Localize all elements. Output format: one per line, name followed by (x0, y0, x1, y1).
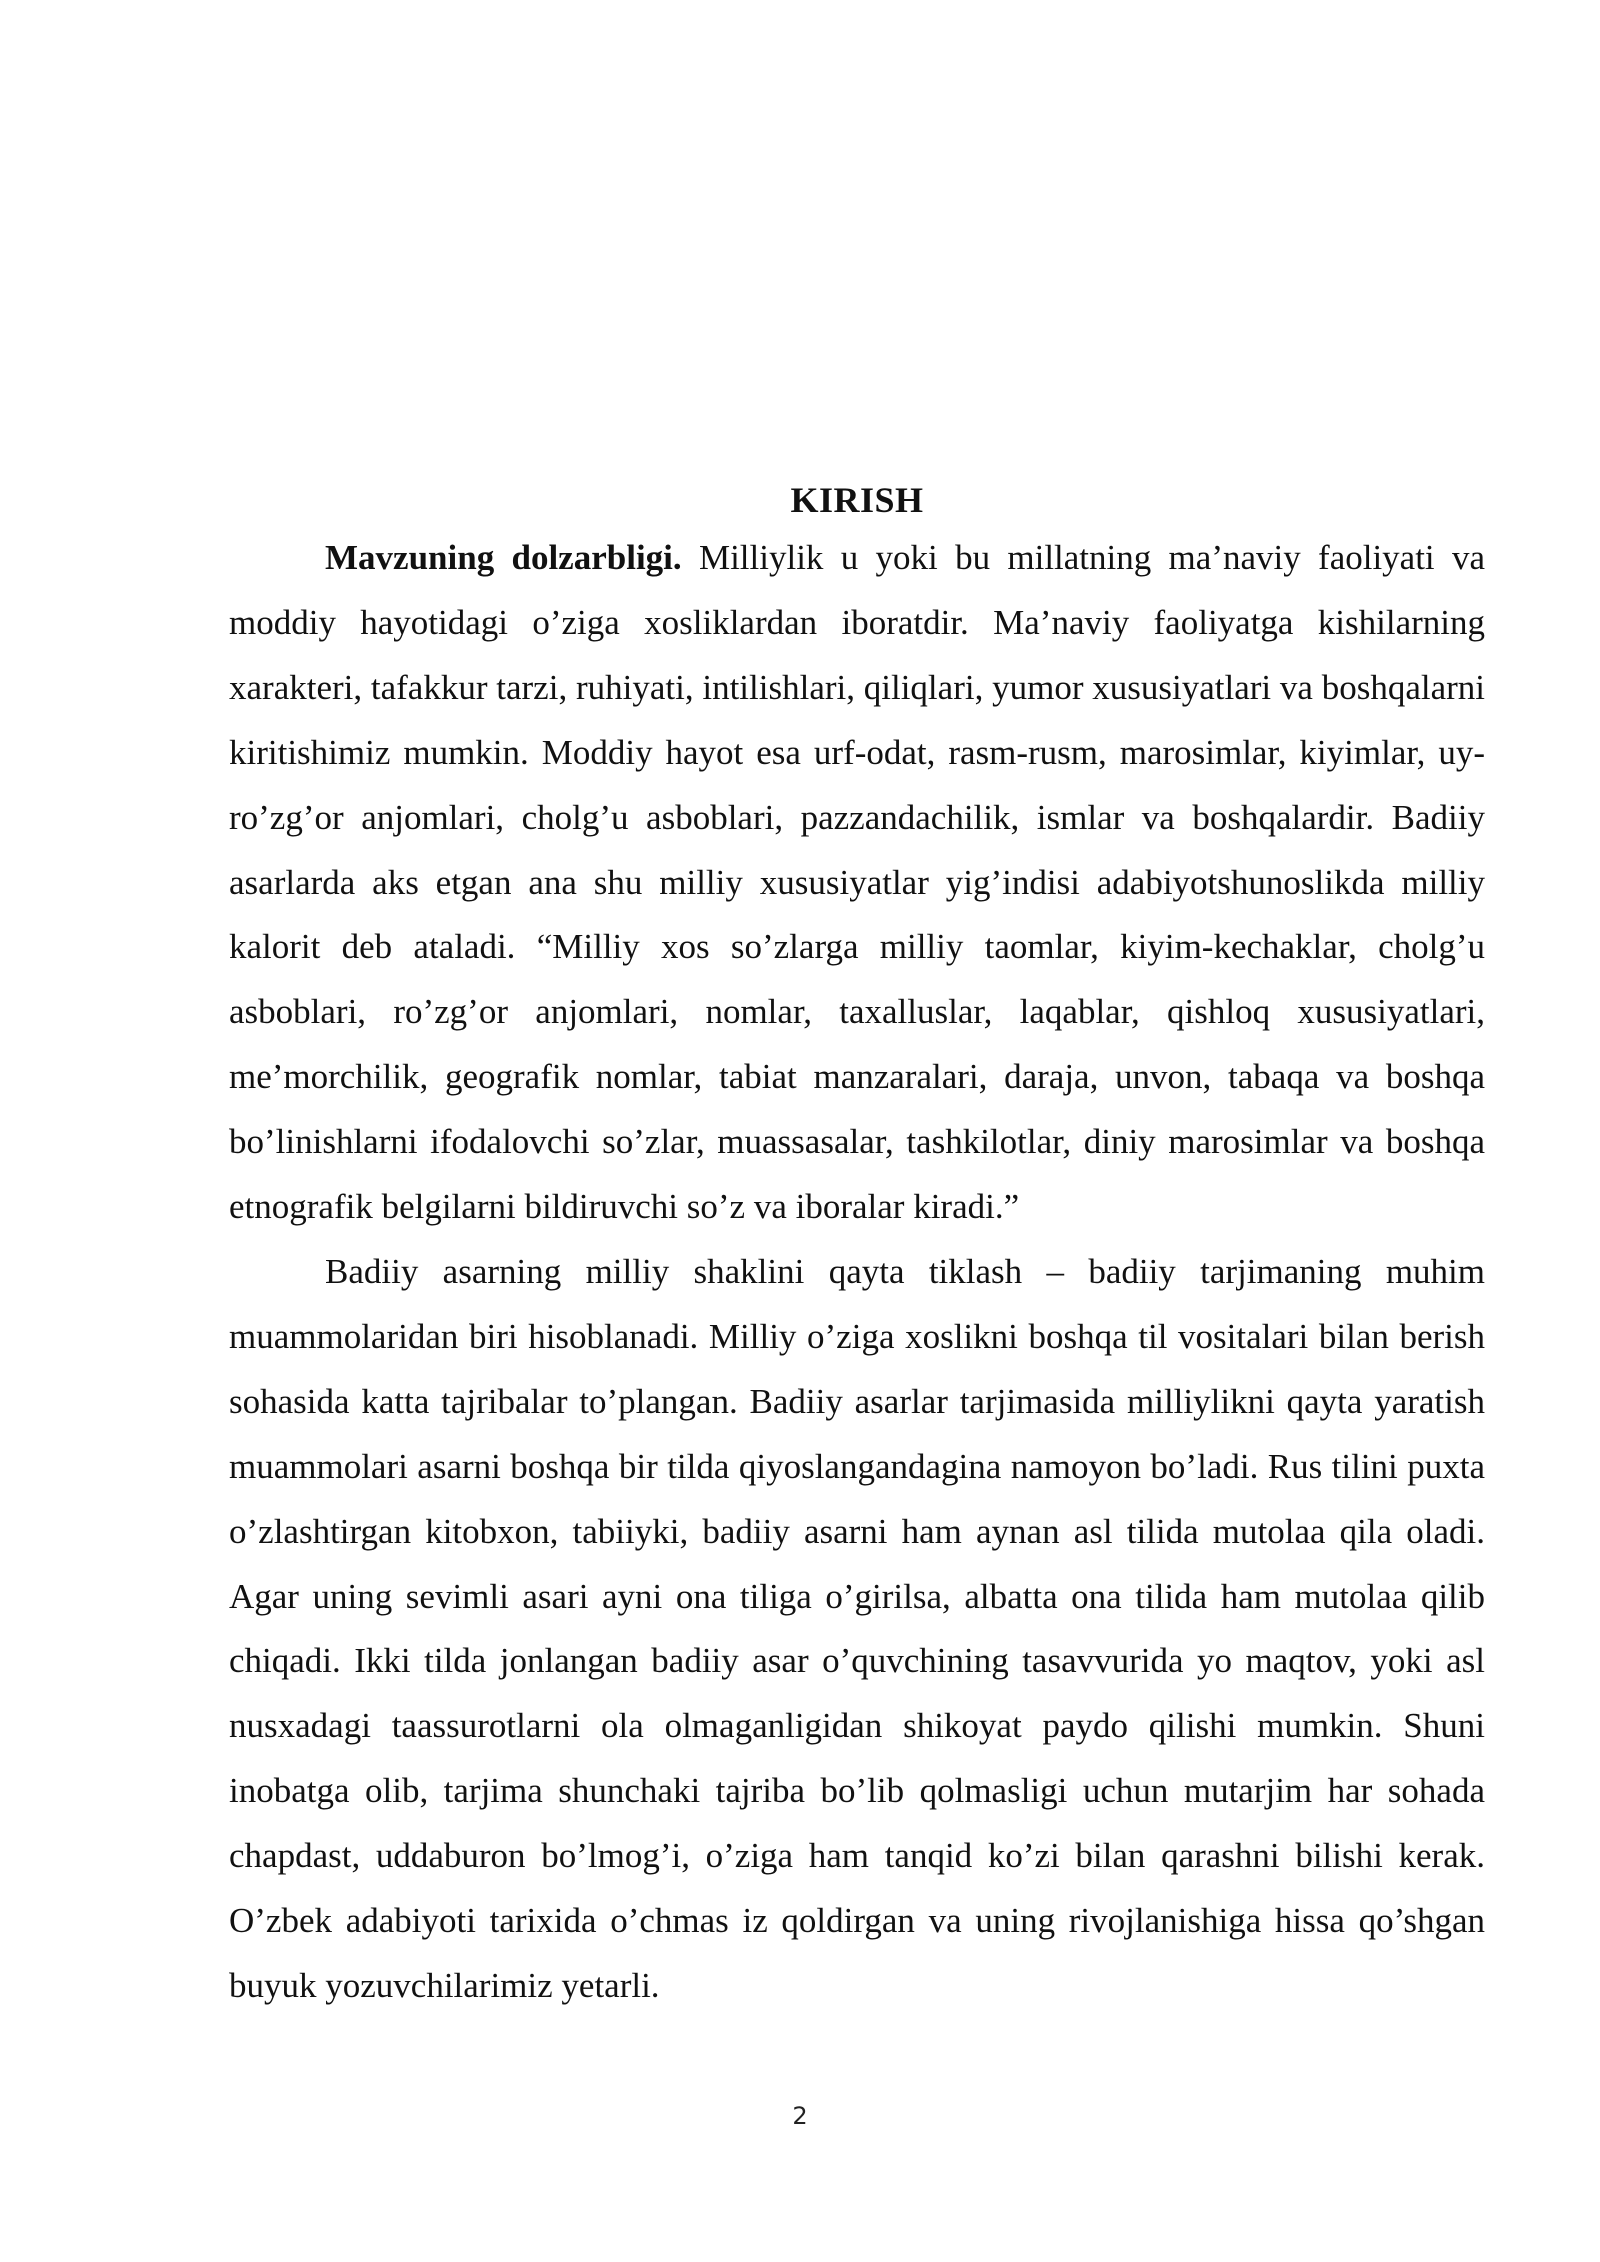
paragraph-text: Milliylik u yoki bu millatning ma’naviy faoliyati va moddiy hayotidagi o’ziga xosliklardan iboratdir. Ma’naviy faoliyatga kishilarning xarakteri, tafakkur tarzi, ruhiyati, intilishlari, qiliqlari, yumor xususiyatlari va boshqalarni kiritishimiz mumkin. Moddiy hayot esa urf-odat, rasm-rusm, marosimlar, kiyimlar, uy-ro’zg’or anjomlari, cholg’u asboblari, pazzandachilik, ismlar va boshqalardir. Badiiy asarlarda aks etgan ana shu milliy xususiyatlar yig’indisi adabiyotshunoslikda milliy kalorit deb ataladi. “Milliy xos so’zlarga milliy taomlar, kiyim-kechaklar, cholg’u asboblari, ro’zg’or anjomlari, nomlar, taxalluslar, laqablar, qishloq xususiyatlari, me’morchilik, geografik nomlar, tabiat manzaralari, daraja, unvon, tabaqa va boshqa bo’linishlarni ifodalovchi so’zlar, muassasalar, tashkilotlar, diniy marosimlar va boshqa etnografik belgilarni bildiruvchi so’z va iboralar kiradi.” (229, 538, 1485, 1227)
paragraph-relevance (229, 526, 1485, 1240)
paragraph-lead: Mavzuning dolzarbligi. (325, 538, 682, 577)
page-number: 2 (792, 2102, 808, 2130)
page-content (229, 474, 1485, 2019)
paragraph-text: Badiiy asarning milliy shaklini qayta tiklash – badiiy tarjimaning muhim muammolaridan biri hisoblanadi. Milliy o’ziga xoslikni boshqa til vositalari bilan berish sohasida katta tajribalar to’plangan. Badiiy asarlar tarjimasida milliylikni qayta yaratish muammolari asarni boshqa bir tilda qiyoslangandagina namoyon bo’ladi. Rus tilini puxta o’zlashtirgan kitobxon, tabiiyki, badiiy asarni ham aynan asl tilida mutolaa qila oladi. Agar uning sevimli asari ayni ona tiliga o’girilsa, albatta ona tilida ham mutolaa qilib chiqadi. Ikki tilda jonlangan badiiy asar o’quvchining tasavvurida yo maqtov, yoki asl nusxadagi taassurotlarni ola olmaganligidan shikoyat paydo qilishi mumkin. Shuni inobatga olib, tarjima shunchaki tajriba bo’lib qolmasligi uchun mutarjim har sohada chapdast, uddaburon bo’lmog’i, o’ziga ham tanqid ko’zi bilan qarashni bilishi kerak. O’zbek adabiyoti tarixida o’chmas iz qoldirgan va uning rivojlanishiga hissa qo’shgan buyuk yozuvchilarimiz yetarli. (229, 1251, 1485, 2005)
page-title: KIRISH (790, 480, 924, 520)
paragraph-translation (229, 1240, 1485, 2019)
